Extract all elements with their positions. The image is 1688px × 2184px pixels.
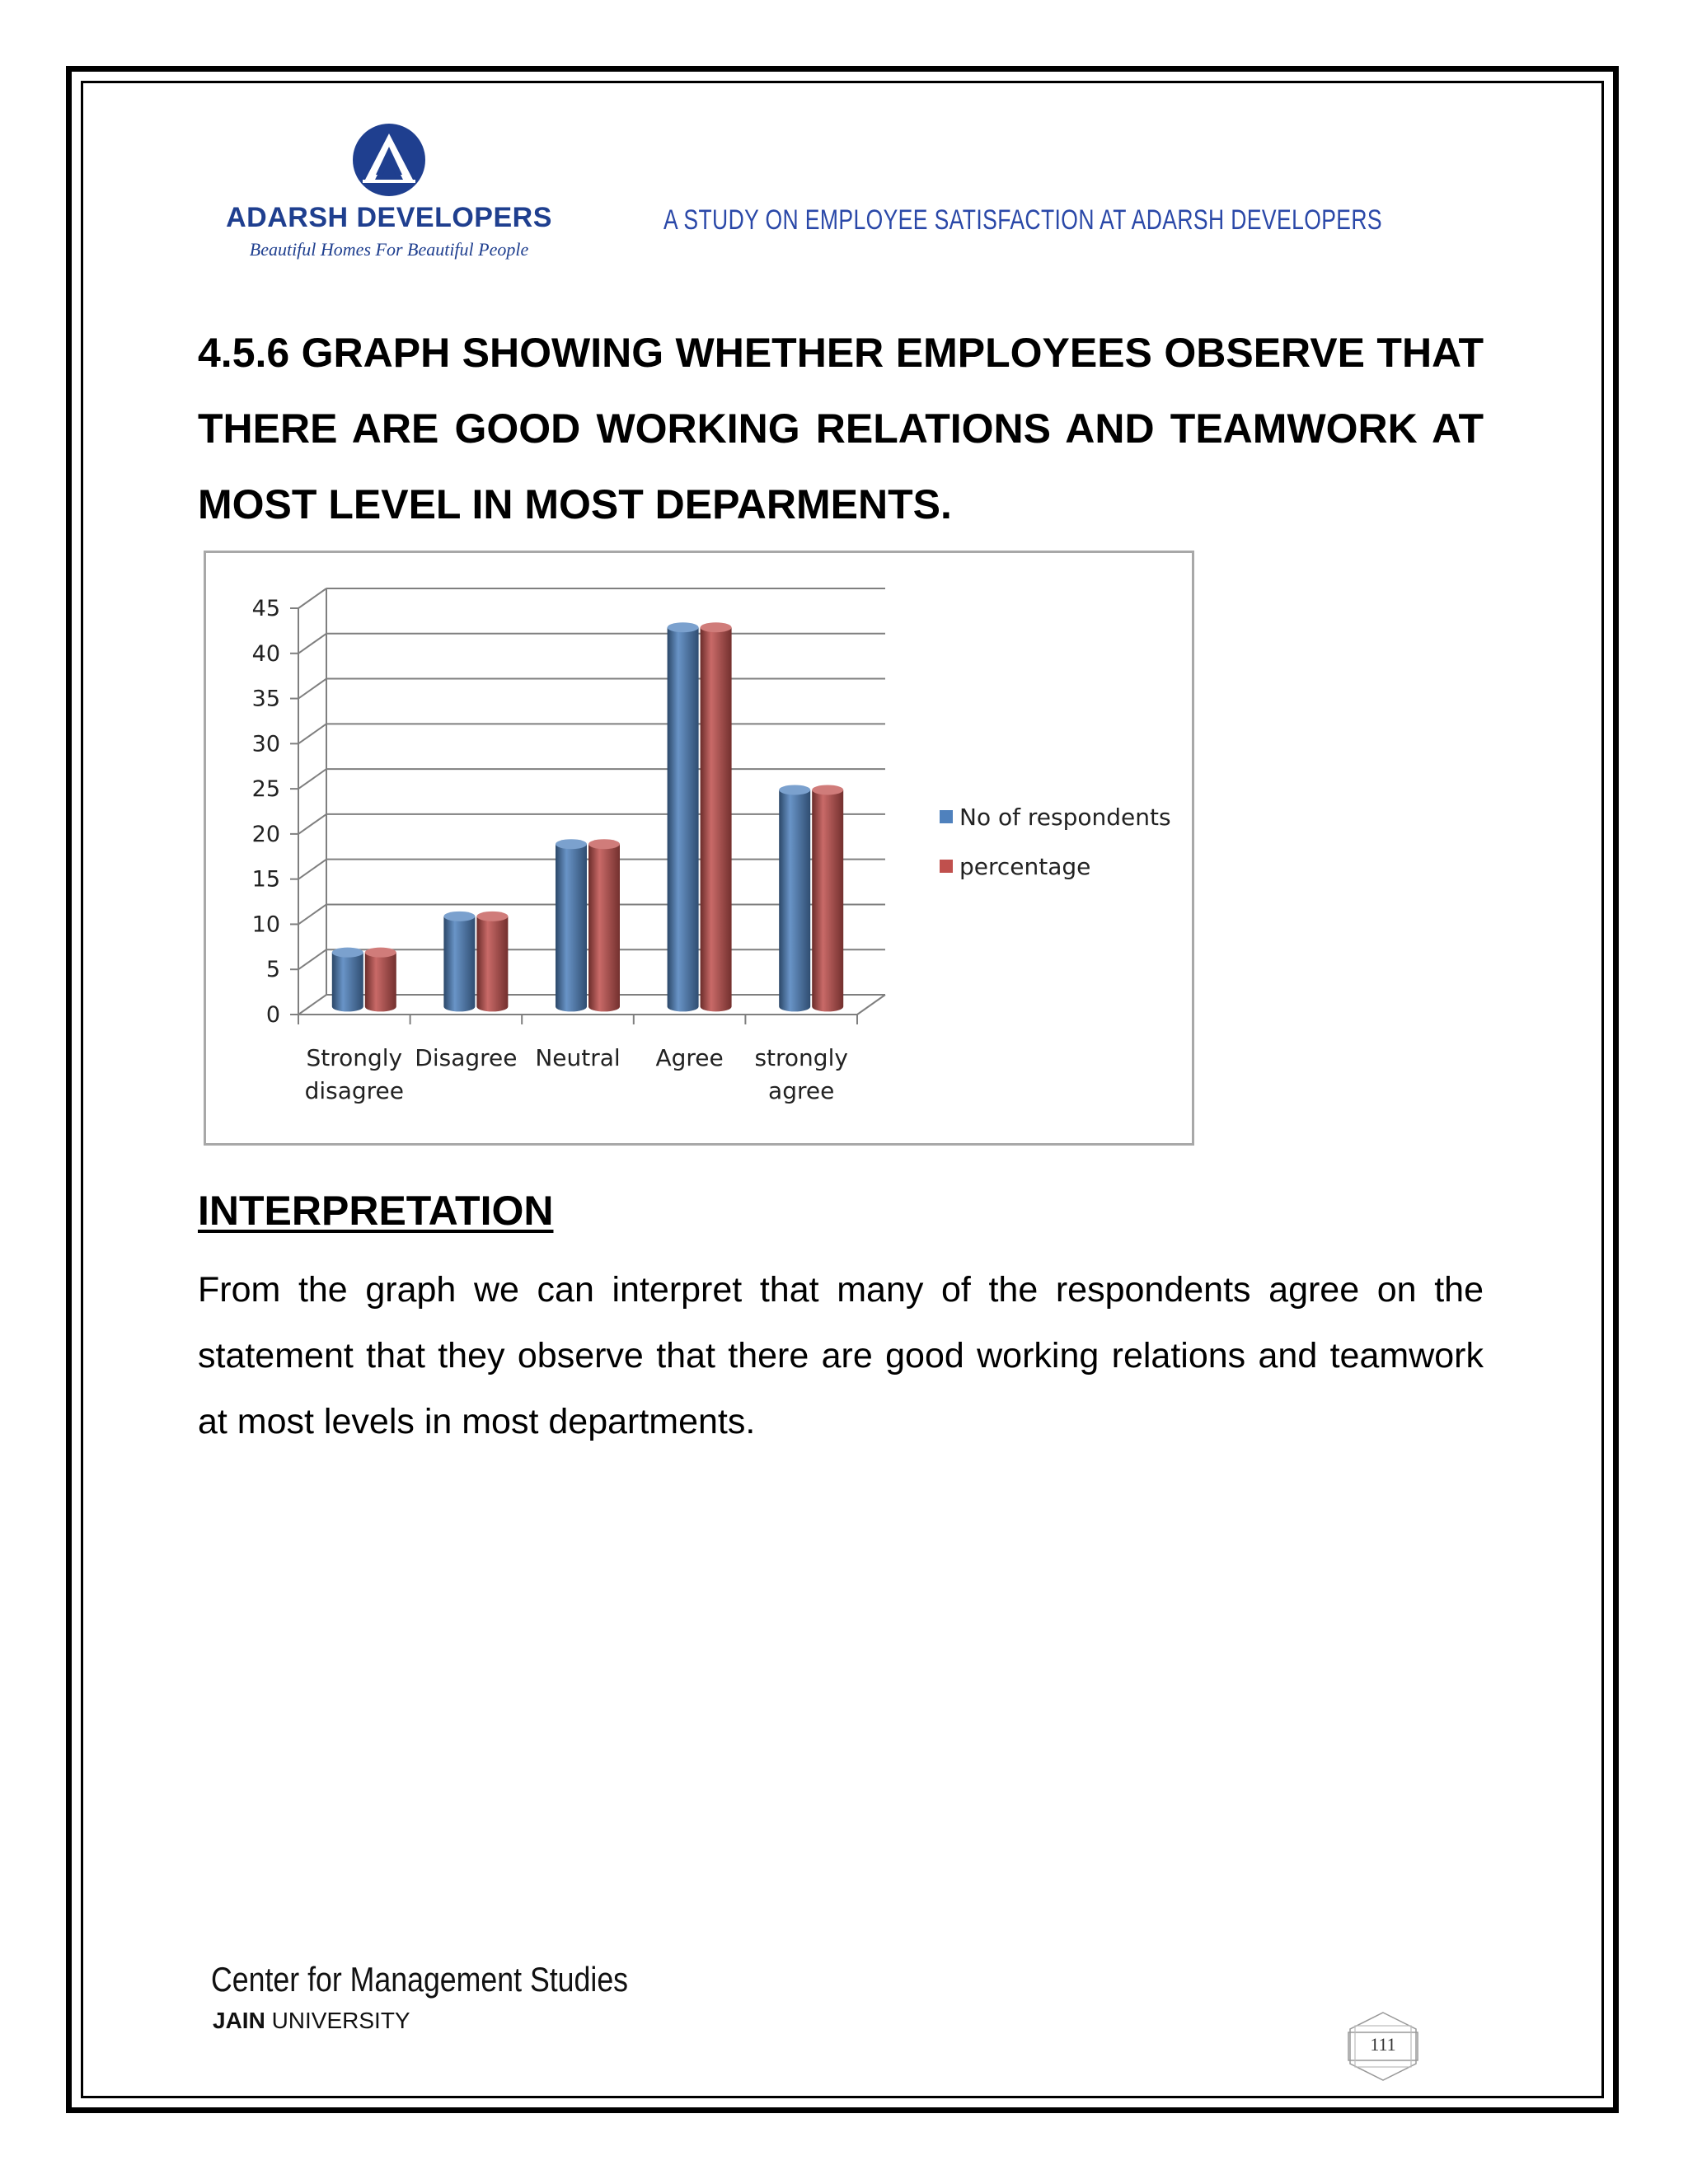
footer-university xyxy=(213,2008,410,2034)
bar-cap xyxy=(365,948,396,958)
running-header-title: A STUDY ON EMPLOYEE SATISFACTION AT ADARSH DEVELOPERS xyxy=(663,204,1383,236)
x-tick-label: Agree xyxy=(655,1044,724,1071)
gridline-side xyxy=(298,814,326,834)
bar-no-of-respondents xyxy=(779,790,810,1011)
bar-chart xyxy=(206,553,1192,1143)
company-logo xyxy=(224,115,554,280)
x-tick-label: Neutral xyxy=(535,1044,621,1071)
bar-cap xyxy=(588,839,620,849)
x-tick-label: Strongly xyxy=(306,1044,403,1071)
logo-tagline: Beautiful Homes For Beautiful People xyxy=(249,239,529,260)
bar-no-of-respondents xyxy=(443,916,475,1012)
bar-no-of-respondents xyxy=(668,627,699,1011)
bar-percentage xyxy=(812,790,843,1011)
y-tick-label: 15 xyxy=(251,866,280,893)
y-tick-label: 10 xyxy=(251,912,280,938)
gridline-side xyxy=(298,588,326,608)
gridline-side xyxy=(298,995,326,1015)
gridline-side xyxy=(298,679,326,699)
legend-label: No of respondents xyxy=(959,804,1171,831)
y-tick-label: 0 xyxy=(265,1002,280,1028)
gridline-side xyxy=(298,860,326,879)
y-tick-label: 40 xyxy=(251,640,280,667)
chart-frame xyxy=(204,551,1194,1146)
y-tick-label: 5 xyxy=(265,957,280,983)
floor-edge xyxy=(857,995,885,1015)
y-tick-label: 35 xyxy=(251,686,280,712)
bar-no-of-respondents xyxy=(332,953,363,1012)
adarsh-logo-icon xyxy=(351,122,427,198)
bar-percentage xyxy=(588,844,620,1011)
x-tick-label: disagree xyxy=(304,1077,405,1104)
logo-company-name: ADARSH DEVELOPERS xyxy=(226,202,552,233)
footer-university-rest: UNIVERSITY xyxy=(265,2008,410,2033)
legend-swatch xyxy=(940,810,953,823)
x-tick-label: strongly xyxy=(754,1044,848,1071)
gridline-side xyxy=(298,724,326,743)
bar-percentage xyxy=(701,627,732,1011)
bar-cap xyxy=(556,839,587,849)
bar-no-of-respondents xyxy=(556,844,587,1011)
y-tick-label: 45 xyxy=(251,596,280,621)
footer-university-bold: JAIN xyxy=(213,2008,265,2033)
bar-cap xyxy=(668,622,699,632)
bar-percentage xyxy=(476,916,508,1012)
section-heading: 4.5.6 GRAPH SHOWING WHETHER EMPLOYEES OBSERVE THAT THERE ARE GOOD WORKING RELATIONS AND TEAMWORK AT MOST LEVEL IN MOST DEPARMENTS. xyxy=(198,330,1484,527)
bar-cap xyxy=(476,912,508,921)
interpretation-body: From the graph we can interpret that many of the respondents agree on the statement that they observe that there are good working relations and teamwork at most levels in most departments. xyxy=(198,1270,1484,1441)
x-tick-label: Disagree xyxy=(415,1044,518,1071)
footer-center-name: Center for Management Studies xyxy=(211,1960,629,1999)
bar-cap xyxy=(779,785,810,794)
y-tick-label: 30 xyxy=(251,731,280,757)
gridline-side xyxy=(298,949,326,969)
legend-label: percentage xyxy=(959,853,1091,880)
x-tick-label: agree xyxy=(768,1077,835,1104)
gridline-side xyxy=(298,769,326,789)
y-tick-label: 25 xyxy=(251,776,280,803)
page-number: 111 xyxy=(1370,2034,1396,2055)
interpretation-heading: INTERPRETATION xyxy=(198,1188,554,1234)
page-number-badge xyxy=(1342,2011,1424,2082)
gridline-side xyxy=(298,634,326,654)
bar-percentage xyxy=(365,953,396,1012)
gridline-side xyxy=(298,904,326,924)
y-tick-label: 20 xyxy=(251,821,280,847)
bar-cap xyxy=(812,785,843,794)
bar-cap xyxy=(332,948,363,958)
bar-cap xyxy=(701,622,732,632)
legend-swatch xyxy=(940,860,953,873)
bar-cap xyxy=(443,912,475,921)
